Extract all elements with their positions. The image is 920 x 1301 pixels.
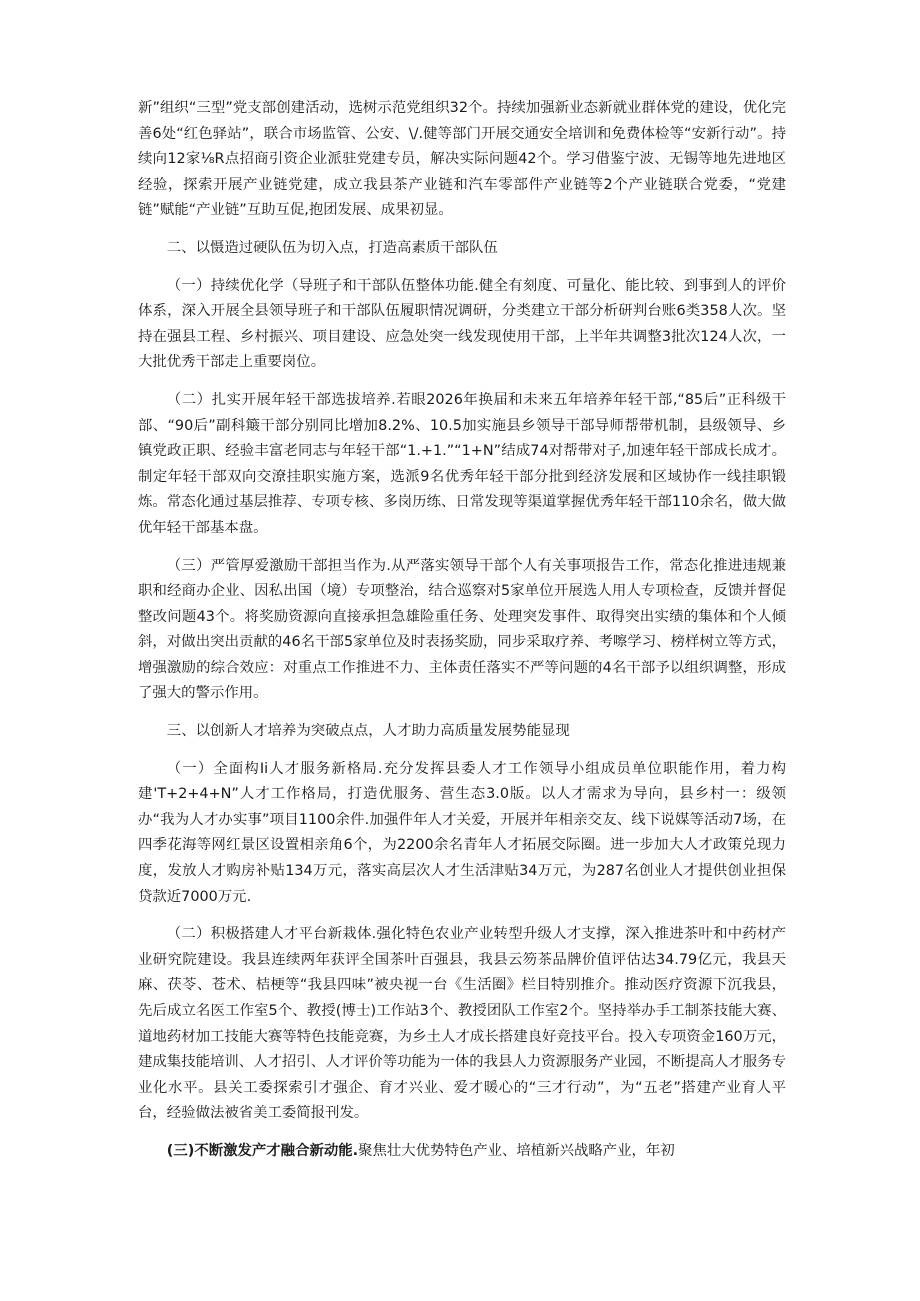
- paragraph-lead: （一）持续优化学（导班子和干部队伍整体功能.: [166, 277, 479, 294]
- paragraph-text: 若眼2026年换届和未来五年培养年轻干部,“85后”正科级干部、“90后”副科簸干部分别同比增加8.2%、10.5加实施县乡领导干部导师帮带机制，县级领导、乡镇党政正职、经验丰富老同志与年轻干部“1.+1.”“1+N”结成74对帮带对子,加速年轻干部成长成才。制定年轻干部双向交潦挂职实施方案，选派9名优秀年轻干部分批到经济发展和区域协作一线挂职锻炼。常态化通过基层推荐、专项专核、多岗历练、日常发现等渠道掌握优秀年轻干部110余名，做大做优年轻干部基本盘。: [138, 391, 786, 536]
- paragraph-lead: （三）严管厚爱激励干部担当作为.: [166, 557, 391, 574]
- paragraph-lead: （二）积极搭建人才平台新栽体.: [166, 926, 377, 943]
- paragraph-lead: (三)不断激发产才融合新动能.: [166, 1142, 359, 1159]
- section-heading-cadre-team: 二、以慑造过硬队伍为切入点，打造高素质干部队伍: [166, 239, 498, 256]
- paragraph-text: 健全有刻度、可量化、能比较、到事到人的评价体系，深入开展全县领导班子和干部队伍履职情况调研，分类建立干部分析研判台账6类358人次。坚持在强县工程、乡村振兴、项目建设、应急处突一线发现使用干部，上半年共调整3批次124人次，一大批优秀干部走上重要岗位。: [138, 277, 786, 371]
- paragraph-text: 从严落实领导干部个人有关事项报告工作，常态化推进违规兼职和经商办企业、因私出国（境）专项整治，结合巡察对5家单位开展选人用人专项检查，反馈并督促整改问题43个。将奖励资源向直接承担急雄险重任务、处理突发事件、取得突出实绩的集体和个人倾斜，对做出突出贡献的46名干部5家单位及时表扬奖励，同步采取疗养、考嚓学习、榜样树立等方式，增强激励的综合效应：对重点工作推进不力、主体责任落实不严等问题的4名干部予以组织调整，形成了强大的警示作用。: [138, 557, 786, 702]
- paragraph-lead: （一）全面构Ii人才服务新格局.: [166, 760, 383, 777]
- paragraph-text: 充分发挥县委人才工作领导小组成员单位职能作用，着力构建'T+2+4+N”人才工作格局，打造优服务、营生态3.0版。以人才需求为导向，县乡村一：级领办“我为人才办实事”项目1100余件.加强件年人才关爱，开展并年相亲交友、线下说媒等活动7场，在四季花海等网红景区设置相亲角6个，为2200余名青年人才拓展交际圈。进一步加大人才政策兑现力度，发放人才购房补贴134万元，落实高层次人才生活津贴34万元，为287名创业人才提供创业担保贷款近7000万元.: [138, 760, 786, 905]
- paragraph-party-building: 新”组织“三型”党支部创建活动，选树示范党组织32个。持续加强新业态新就业群体党的建设，优化完善6处“红色驿站”，联合市场监管、公安、\/.健等部门开展交通安全培训和免费体检等“安新行动”。持续向12家⅛R点招商引资企业派驻党建专员，解决实际问题42个。学习借鉴宁波、无锡等地先进地区经验，探索开展产业链党建，成立我县茶产业链和汽车零部件产业链等2个产业链联合党委，“党建链”赋能“产业链”互助互促,抱团发展、成果初显。: [138, 100, 786, 219]
- paragraph-lead: （二）扎实开展年轻干部选拔培养.: [166, 391, 396, 408]
- paragraph-cadre-3: [138, 554, 786, 708]
- paragraph-cadre-2: [138, 388, 786, 542]
- paragraph-talent-2: [138, 922, 786, 1127]
- paragraph-cadre-1: [138, 274, 786, 376]
- paragraph-talent-3: [138, 1139, 786, 1165]
- section-heading-talent: 三、以创新人才培养为突破点点，人才助力高质量发展势能显现: [166, 723, 570, 740]
- paragraph-text: 聚焦壮大优势特色产业、培植新兴战略产业，年初: [358, 1142, 675, 1159]
- paragraph-talent-1: [138, 757, 786, 911]
- document-body: [138, 96, 786, 1177]
- paragraph-text: 强化特色农业产业转型升级人才支撑，深入推进茶叶和中药材产业研究院建设。我县连续两年获评全国茶叶百强县，我县云笏茶品牌价值评估达34.79亿元，我县天麻、茯苓、苍术、桔梗等“我县四味”被央视一台《生活圈》栏目特别推介。推动医疗资源下沉我县，先后成立名医工作室5个、教授(博士)工作站3个、教授团队工作室2个。坚持举办手工制茶技能大赛、道地药材加工技能大赛等特色技能竞赛，为乡土人才成长搭建良好竞技平台。投入专项资金160万元，建成集技能培训、人才招引、人才评价等功能为一体的我县人力资源服务产业园，不断提高人才服务专业化水平。县关工委探索引才强企、育才兴业、爱才暖心的“三才行动”，为“五老”搭建产业育人平台，经验做法被省美工委简报刊发。: [138, 926, 786, 1122]
